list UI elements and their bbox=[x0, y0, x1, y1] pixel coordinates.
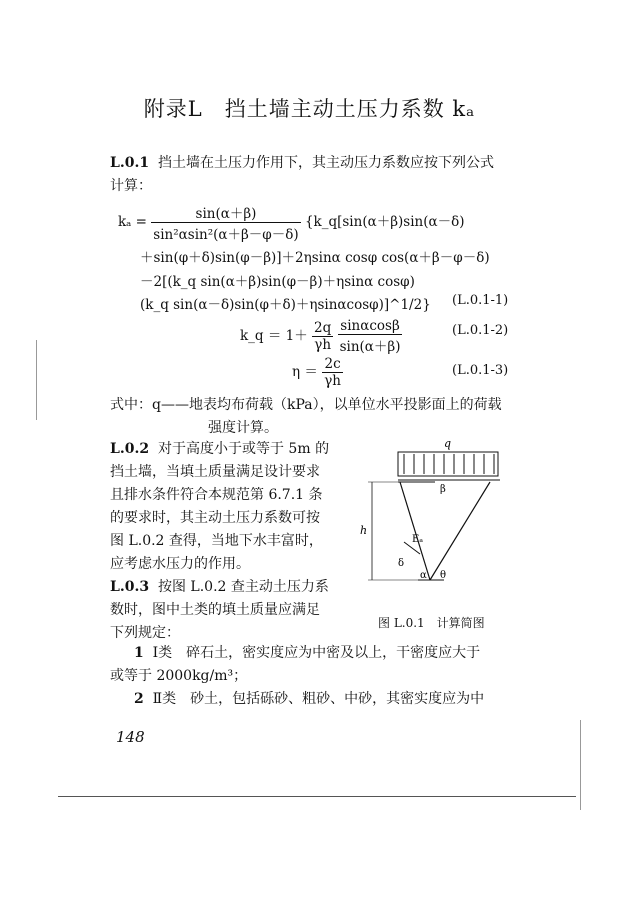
item-text: Ⅱ类 砂土，包括砾砂、粗砂、中砂，其密实度应为中 bbox=[152, 691, 485, 707]
equation-number: (L.0.1-3) bbox=[452, 363, 509, 378]
equation-term: {k_q[sin(α＋β)sin(α－δ) bbox=[304, 214, 465, 230]
paragraph-line: 下列规定： bbox=[110, 625, 180, 641]
page-title: 附录L 挡土墙主动土压力系数 kₐ bbox=[143, 97, 476, 121]
fraction-numerator: sinαcosβ bbox=[338, 318, 403, 335]
fraction bbox=[322, 356, 343, 389]
paragraph-line: 数时，图中土类的填土质量应满足 bbox=[110, 602, 320, 618]
fraction-denominator: γh bbox=[324, 373, 341, 389]
fraction bbox=[338, 318, 403, 355]
item-text: 或等于 2000kg/m³； bbox=[110, 668, 248, 684]
label-h: h bbox=[360, 524, 368, 537]
label-alpha: α bbox=[420, 570, 427, 581]
paragraph-line: 图 L.0.2 查得，当地下水丰富时， bbox=[110, 533, 323, 549]
calculation-diagram bbox=[360, 430, 530, 600]
scan-edge-line bbox=[580, 720, 581, 810]
page-number: 148 bbox=[116, 728, 145, 746]
paragraph-text: 计算： bbox=[110, 178, 152, 194]
fraction bbox=[151, 202, 300, 243]
section-number: L.0.1 bbox=[110, 155, 150, 171]
equation-lhs: kₐ = bbox=[118, 214, 147, 230]
slip-plane-line bbox=[430, 482, 490, 580]
equation-line: －2[(k_q sin(α＋β)sin(φ－β)＋ηsinα cosφ) bbox=[140, 274, 415, 290]
equation-lhs: η ＝ bbox=[292, 364, 318, 380]
equation-line: ＋sin(φ＋δ)sin(φ－β)]＋2ηsinα cosφ cos(α＋β－φ－δ) bbox=[140, 250, 490, 266]
paragraph-line: 且排水条件符合本规范第 6.7.1 条 bbox=[110, 487, 323, 503]
paragraph-line: 对于高度小于或等于 5m 的 bbox=[157, 441, 330, 457]
paragraph-line: 应考虑水压力的作用。 bbox=[110, 556, 250, 572]
item-text: Ⅰ类 碎石土，密实度应为中密及以上，干密度应大于 bbox=[152, 645, 481, 661]
label-theta: θ bbox=[440, 570, 447, 581]
paragraph-line: 挡土墙，当填土质量满足设计要求 bbox=[110, 464, 320, 480]
fraction-numerator: 2c bbox=[322, 356, 343, 373]
label-beta: β bbox=[440, 484, 446, 495]
label-delta: δ bbox=[398, 558, 405, 569]
paragraph-text: 挡土墙在土压力作用下，其主动压力系数应按下列公式 bbox=[157, 155, 494, 171]
figure-caption: 图 L.0.1 计算简图 bbox=[378, 616, 485, 630]
scan-edge-line bbox=[36, 340, 37, 420]
equation-lhs: k_q ＝ 1＋ bbox=[240, 328, 308, 344]
wall-back-line bbox=[400, 482, 430, 580]
equation-line: (k_q sin(α－δ)sin(φ＋δ)＋ηsinαcosφ)]^1/2} bbox=[140, 297, 431, 313]
load-arrows bbox=[404, 454, 494, 474]
label-ea: Eₐ bbox=[412, 534, 424, 545]
where-line: 强度计算。 bbox=[208, 420, 278, 436]
fraction-numerator: sin(α＋β) bbox=[151, 202, 300, 223]
fraction-denominator: sin²αsin²(α＋β－φ－δ) bbox=[153, 227, 299, 243]
item-number: 2 bbox=[134, 691, 144, 707]
item-2 bbox=[110, 688, 540, 711]
fraction-denominator: γh bbox=[314, 337, 332, 353]
equation-3 bbox=[292, 356, 343, 389]
item-1 bbox=[110, 642, 540, 688]
label-q: q bbox=[444, 437, 452, 450]
surcharge-load-box bbox=[398, 452, 498, 476]
section-number: L.0.3 bbox=[110, 579, 150, 595]
paragraph-line: 的要求时，其主动土压力系数可按 bbox=[110, 510, 320, 526]
equation-1 bbox=[118, 202, 465, 243]
equation-2 bbox=[240, 318, 402, 355]
fraction-denominator: sin(α＋β) bbox=[339, 339, 401, 355]
section-l01 bbox=[110, 152, 530, 198]
paragraph-line: 按图 L.0.2 查主动土压力系 bbox=[157, 579, 329, 595]
section-number: L.0.2 bbox=[110, 441, 150, 457]
section-l02 bbox=[110, 438, 368, 645]
bottom-rule bbox=[58, 796, 576, 797]
fraction bbox=[312, 320, 333, 353]
fraction-numerator: 2q bbox=[314, 320, 332, 336]
equation-number: (L.0.1-2) bbox=[452, 323, 509, 338]
equation-number: (L.0.1-1) bbox=[452, 293, 509, 308]
where-line: 式中：q——地表均布荷载（kPa），以单位水平投影面上的荷载 bbox=[110, 397, 502, 413]
item-number: 1 bbox=[134, 645, 144, 661]
